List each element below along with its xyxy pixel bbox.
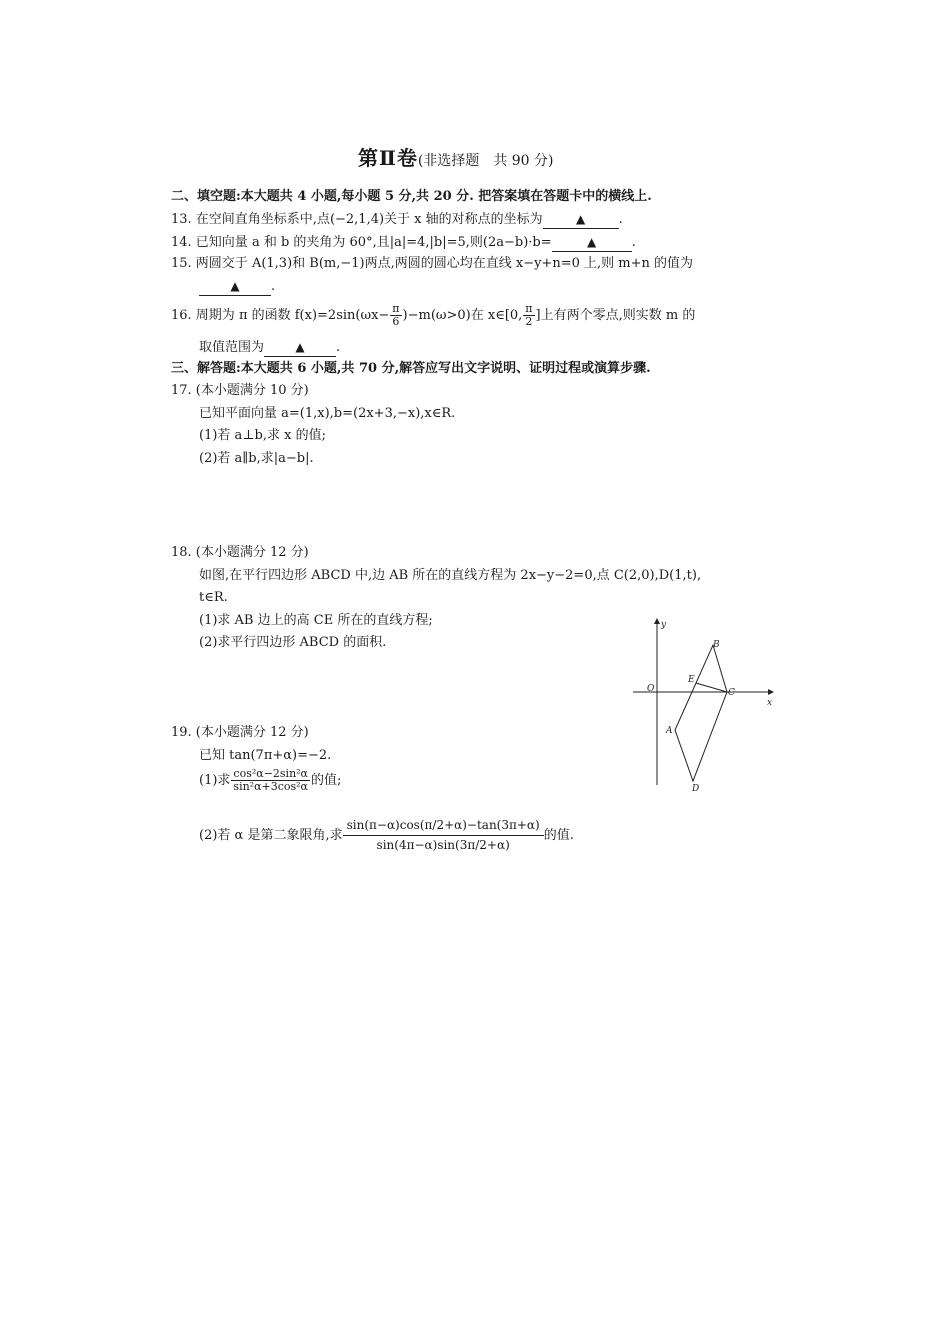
q16-part1: 16. 周期为 π 的函数 f(x)=2sin(ωx− [171, 308, 390, 323]
label-o: O [647, 684, 655, 694]
q19-p2-pre: (2)若 α 是第二象限角,求 [199, 828, 343, 843]
q15-end: . [271, 279, 276, 294]
q16-answer-blank[interactable] [264, 339, 336, 357]
q16-fraction-pi-2 [523, 303, 534, 328]
q13-answer-blank[interactable] [543, 211, 619, 229]
q15-answer-blank[interactable] [199, 278, 271, 296]
question-16 [171, 303, 695, 328]
label-b: B [713, 640, 720, 650]
q19-p2-num: sin(π−α)cos(π/2+α)−tan(3π+α) [343, 818, 544, 836]
q18-line4: (2)求平行四边形 ABCD 的面积. [199, 635, 387, 650]
title-main: 第Ⅱ卷 [358, 146, 418, 170]
q15-line1: 15. 两圆交于 A(1,3)和 B(m,−1)两点,两圆的圆心均在直线 x−y+n=0 上,则 m+n 的值为 [171, 256, 693, 271]
q19-line1: 已知 tan(7π+α)=−2. [199, 748, 332, 763]
q19-p1-den: sin²α+3cos²α [233, 780, 308, 793]
q19-p1-post: 的值; [311, 773, 342, 788]
q18-line2: t∈R. [199, 590, 228, 605]
triangle-marker-icon: ▲ [576, 212, 586, 226]
q16-part3: ]上有两个零点,则实数 m 的 [535, 308, 696, 323]
triangle-marker-icon: ▲ [587, 235, 597, 249]
q16-fraction-pi-6 [390, 303, 401, 328]
q16-frac1-num: π [392, 302, 400, 315]
q17-line1: 已知平面向量 a=(1,x),b=(2x+3,−x),x∈R. [199, 406, 456, 421]
q16-line2: 取值范围为 [199, 340, 265, 355]
q17-line3: (2)若 a∥b,求|a−b|. [199, 451, 314, 466]
label-c: C [728, 688, 735, 698]
triangle-marker-icon: ▲ [230, 279, 240, 293]
altitude-ce [696, 683, 727, 692]
q19-p2-fraction [343, 818, 544, 853]
question-14 [171, 234, 636, 252]
q16-frac2-den: 2 [525, 315, 533, 328]
label-y: y [661, 620, 667, 630]
label-d: D [692, 784, 700, 794]
q18-line3: (1)求 AB 边上的高 CE 所在的直线方程; [199, 613, 433, 628]
q14-text: 14. 已知向量 a 和 b 的夹角为 60°,且|a|=4,|b|=5,则(2a−b)·b= [171, 235, 552, 250]
q19-head: 19. (本小题满分 12 分) [171, 725, 309, 740]
q14-end: . [631, 235, 636, 250]
parallelogram-abcd [675, 645, 727, 781]
q18-head: 18. (本小题满分 12 分) [171, 545, 309, 560]
q13-end: . [618, 212, 623, 227]
section2-header: 二、填空题:本大题共 4 小题,每小题 5 分,共 20 分. 把答案填在答题卡中的横线上. [171, 189, 652, 204]
q18-line1: 如图,在平行四边形 ABCD 中,边 AB 所在的直线方程为 2x−y−2=0,点 C(2,0),D(1,t), [199, 568, 702, 583]
label-x: x [767, 698, 773, 708]
q16-part2: )−m(ω>0)在 x∈[0, [402, 308, 523, 323]
q16-frac1-den: 6 [392, 315, 400, 328]
label-a: A [666, 726, 673, 736]
q16-end: . [336, 340, 341, 355]
question-13 [171, 211, 623, 229]
question-16-line2 [199, 339, 340, 357]
q14-answer-blank[interactable] [552, 234, 632, 252]
title-sub: (非选择题 共 90 分) [417, 153, 554, 169]
q17-line2: (1)若 a⊥b,求 x 的值; [199, 428, 326, 443]
question-15-blank-line [199, 278, 275, 296]
triangle-marker-icon: ▲ [295, 340, 305, 354]
q19-part2 [199, 818, 574, 853]
q19-p2-den: sin(4π−α)sin(3π/2+α) [376, 838, 510, 852]
q19-p1-num: cos²α−2sin²α [233, 767, 308, 780]
q19-p1-fraction [231, 768, 310, 793]
q13-text: 13. 在空间直角坐标系中,点(−2,1,4)关于 x 轴的对称点的坐标为 [171, 212, 543, 227]
question-15 [171, 256, 693, 272]
label-e: E [688, 675, 695, 685]
q17-head: 17. (本小题满分 10 分) [171, 383, 309, 398]
parallelogram-figure [625, 615, 785, 795]
q19-part1 [199, 768, 341, 793]
q19-p2-post: 的值. [543, 828, 574, 843]
q16-frac2-num: π [525, 302, 533, 315]
page-title [358, 142, 554, 171]
section3-header: 三、解答题:本大题共 6 小题,共 70 分,解答应写出文字说明、证明过程或演算步骤. [171, 361, 651, 376]
q19-p1-pre: (1)求 [199, 773, 231, 788]
